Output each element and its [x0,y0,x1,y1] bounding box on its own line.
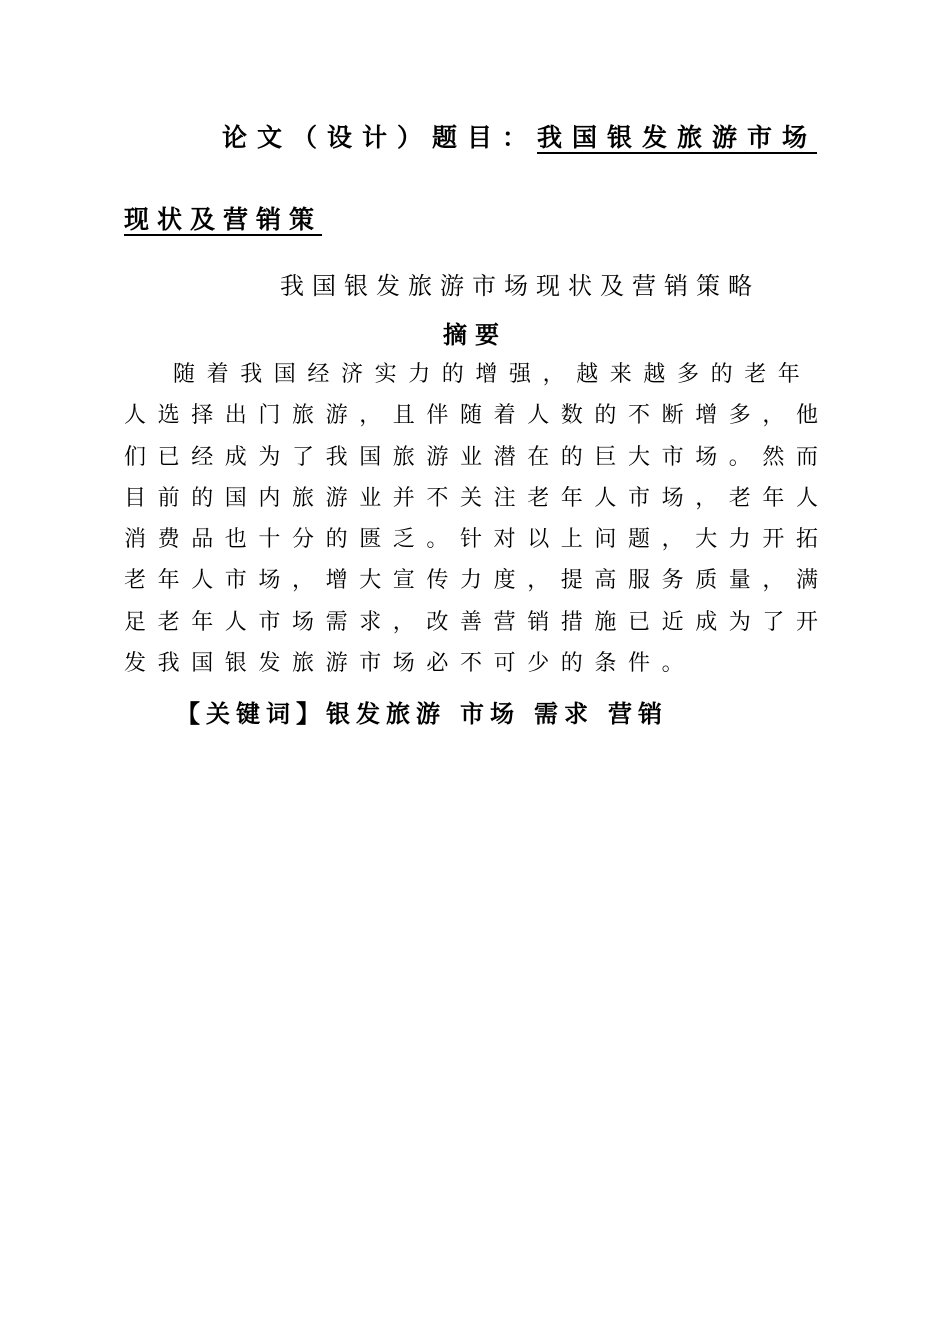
abstract-line: 老年人市场，增大宣传力度，提高服务质量，满 [124,568,830,594]
thesis-title-line [222,118,842,158]
abstract-line: 足老年人市场需求，改善营销措施已近成为了开 [124,609,830,635]
keyword-item: 银发旅游 [326,700,446,728]
abstract-line: 们已经成为了我国旅游业潜在的巨大市场。然而 [124,444,830,470]
abstract-line: 发我国银发旅游市场必不可少的条件。 [124,651,696,677]
abstract-body [124,354,830,684]
abstract-line: 人选择出门旅游，且伴随着人数的不断增多，他 [124,403,830,429]
keyword-item: 市场 [460,700,520,728]
keyword-item: 营销 [608,700,668,728]
thesis-title-continuation: 现状及营销策 [124,205,323,234]
abstract-heading: 摘要 [443,321,507,349]
thesis-title-label: 论文（设计）题目： [222,123,538,152]
keyword-item: 需求 [534,700,594,728]
abstract-line: 目前的国内旅游业并不关注老年人市场，老年人 [124,485,830,511]
keywords-label: 【关键词】 [176,700,326,728]
abstract-line: 消费品也十分的匮乏。针对以上问题，大力开拓 [124,527,830,553]
keywords-line [176,694,682,734]
abstract-line: 随着我国经济实力的增强，越来越多的老年 [173,362,812,387]
paper-title: 我国银发旅游市场现状及营销策略 [280,272,760,300]
thesis-title-value: 我国银发旅游市场 [537,123,818,152]
